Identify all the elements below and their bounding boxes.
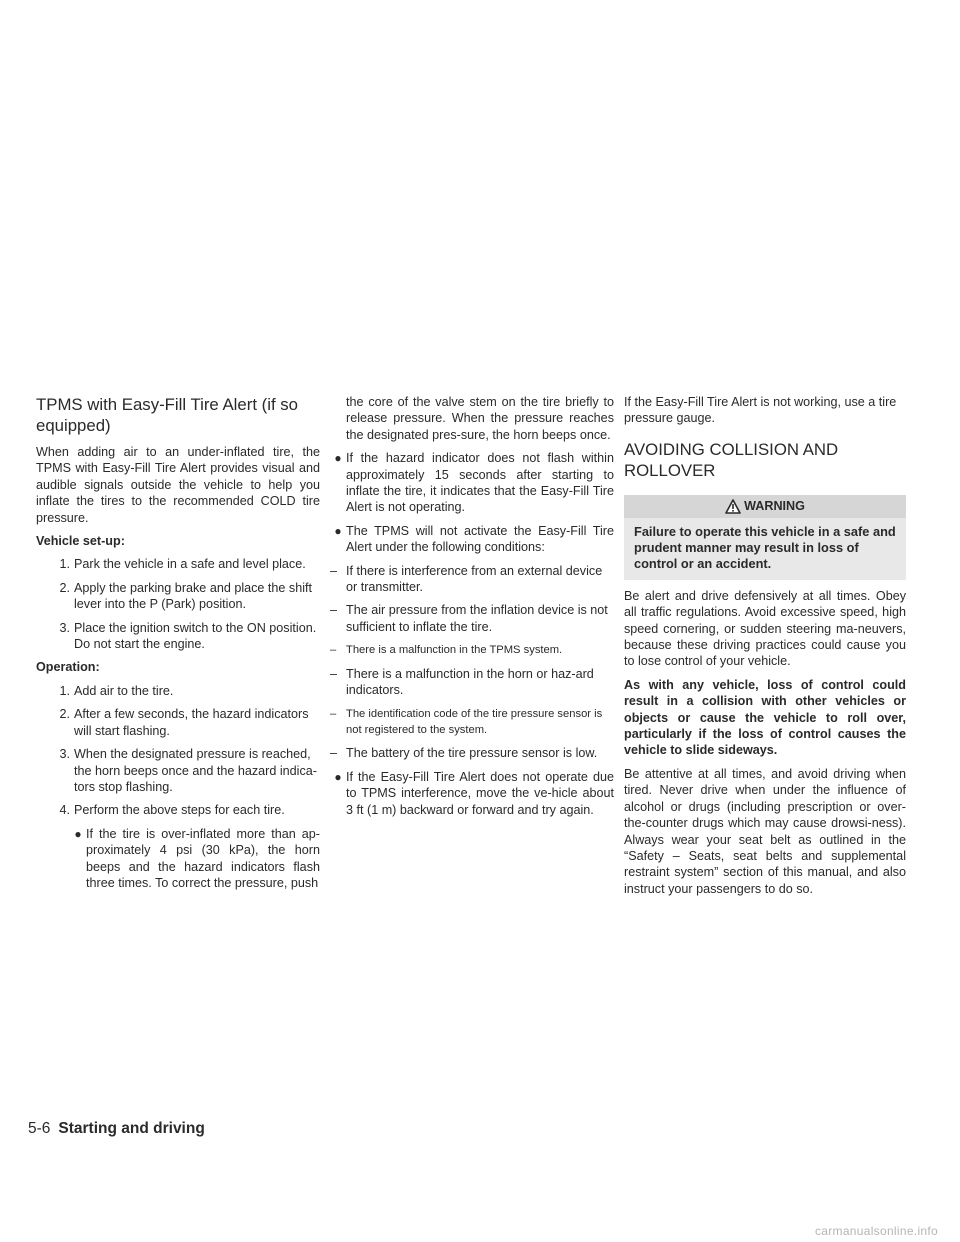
- operation-step: [36, 802, 320, 818]
- bullet-icon: ●: [334, 523, 342, 538]
- bullet-icon: ●: [334, 769, 342, 784]
- operation-step: [36, 683, 320, 699]
- setup-step: [36, 620, 320, 653]
- bullet-text: The TPMS will not activate the Easy-Fill Tire Alert under the following conditions:: [346, 523, 614, 555]
- attentive-paragraph: Be attentive at all times, and avoid driving when tired. Never drive when under the influence of alcohol or drugs (including prescription or over-the-counter drugs which may cause drowsi-ness). Always wear your seat belt as outlined in the “Safety – Seats, seat belts and supplemental restraint system” section of this manual, and also instruct your passengers to do so.: [624, 766, 906, 896]
- setup-step: [36, 556, 320, 572]
- bullet-text: If the hazard indicator does not flash within approximately 15 seconds after starting to inflate the tire, it indicates that the Easy-Fill Tire Alert is not operating.: [346, 451, 614, 515]
- dash-marker: –: [330, 707, 337, 720]
- warning-icon: [725, 499, 741, 514]
- warning-label: WARNING: [744, 499, 805, 514]
- step-text: Perform the above steps for each tire.: [74, 803, 285, 818]
- dash-marker: –: [330, 563, 338, 578]
- step-text: Apply the parking brake and place the shift lever into the P (Park) position.: [74, 580, 313, 612]
- step-number: 4.: [59, 803, 70, 818]
- gauge-paragraph: If the Easy-Fill Tire Alert is not working, use a tire pressure gauge.: [624, 395, 897, 426]
- step-number: 1.: [59, 557, 70, 572]
- dash-item: [330, 563, 614, 596]
- bullet-icon: ●: [334, 451, 342, 466]
- intro-paragraph: When adding air to an under-inflated tire, the TPMS with Easy-Fill Tire Alert provides visual and audible signals outside the vehicle to help you inflate the tires to the recommended COLD tire pressure.: [36, 445, 320, 525]
- step-text: Park the vehicle in a safe and level place.: [74, 557, 306, 572]
- bold-paragraph: As with any vehicle, loss of control could result in a collision with other vehicles or objects or cause the vehicle to roll over, particularly if the loss of control causes the vehicle to slide sideways.: [624, 677, 906, 758]
- bullet-item: [330, 523, 614, 556]
- step-text: After a few seconds, the hazard indicators will start flashing.: [74, 707, 309, 738]
- column-3: [624, 394, 906, 904]
- column-2: [330, 394, 614, 825]
- alert-paragraph: Be alert and drive defensively at all times. Obey all traffic regulations. Avoid excessive speed, high speed cornering, or sudden steering ma-neuvers, because these driving practices could cause you to lose control of your vehicle.: [624, 588, 906, 669]
- step-number: 1.: [59, 683, 70, 698]
- bullet-item: [330, 450, 614, 516]
- column-1: [36, 394, 320, 898]
- operation-step: [36, 746, 320, 795]
- page-footer: [28, 1120, 205, 1138]
- warning-body: Failure to operate this vehicle in a safe and prudent manner may result in loss of control or an accident.: [624, 518, 906, 580]
- bullet-item: [70, 826, 320, 892]
- continuation-paragraph: the core of the valve stem on the tire briefly to release pressure. When the pressure reaches the designated pres-sure, the horn beeps once.: [346, 395, 614, 442]
- step-text: Place the ignition switch to the ON position. Do not start the engine.: [74, 620, 317, 652]
- dash-item: [330, 642, 614, 658]
- step-number: 3.: [59, 747, 70, 762]
- dash-marker: –: [330, 603, 338, 618]
- bullet-icon: ●: [74, 826, 82, 841]
- operation-heading: Operation:: [36, 660, 100, 675]
- setup-step: [36, 580, 320, 613]
- dash-text: The battery of the tire pressure sensor is low.: [346, 746, 598, 761]
- section-title-tpms: TPMS with Easy-Fill Tire Alert (if so equipped): [36, 395, 299, 435]
- dash-item: [330, 706, 614, 739]
- step-text: When the designated pressure is reached, the horn beeps once and the hazard indica-tors stop flashing.: [74, 747, 317, 794]
- warning-header: [624, 495, 906, 518]
- dash-item: [330, 666, 614, 699]
- dash-marker: –: [330, 666, 338, 681]
- step-number: 2.: [59, 580, 70, 595]
- dash-marker: –: [330, 644, 337, 657]
- section-title-collision: AVOIDING COLLISION AND ROLLOVER: [624, 439, 839, 480]
- step-text: Add air to the tire.: [74, 683, 174, 698]
- section-name: Starting and driving: [58, 1120, 205, 1137]
- page-number: 5-6: [28, 1120, 51, 1137]
- dash-item: [330, 602, 614, 635]
- step-number: 3.: [59, 620, 70, 635]
- setup-heading: Vehicle set-up:: [36, 534, 125, 549]
- dash-text: There is a malfunction in the TPMS system.: [346, 644, 563, 657]
- dash-text: There is a malfunction in the horn or haz-ard indicators.: [346, 666, 594, 698]
- dash-item: [330, 745, 614, 761]
- dash-text: The identification code of the tire pressure sensor is not registered to the system.: [346, 707, 603, 736]
- step-number: 2.: [59, 707, 70, 722]
- dash-text: The air pressure from the inflation device is not sufficient to inflate the tire.: [346, 603, 608, 634]
- bullet-text: If the Easy-Fill Tire Alert does not operate due to TPMS interference, move the ve-hicle about 3 ft (1 m) backward or forward and try again.: [346, 769, 614, 817]
- operation-step: [36, 706, 320, 739]
- bullet-text: If the tire is over-inflated more than ap-proximately 4 psi (30 kPa), the horn beeps and the hazard indicators flash three times. To correct the pressure, push: [86, 826, 320, 890]
- watermark-text: carmanualsonline.info: [814, 1224, 938, 1238]
- dash-marker: –: [330, 746, 338, 761]
- dash-text: If there is interference from an external device or transmitter.: [346, 563, 603, 595]
- bullet-item: [330, 769, 614, 818]
